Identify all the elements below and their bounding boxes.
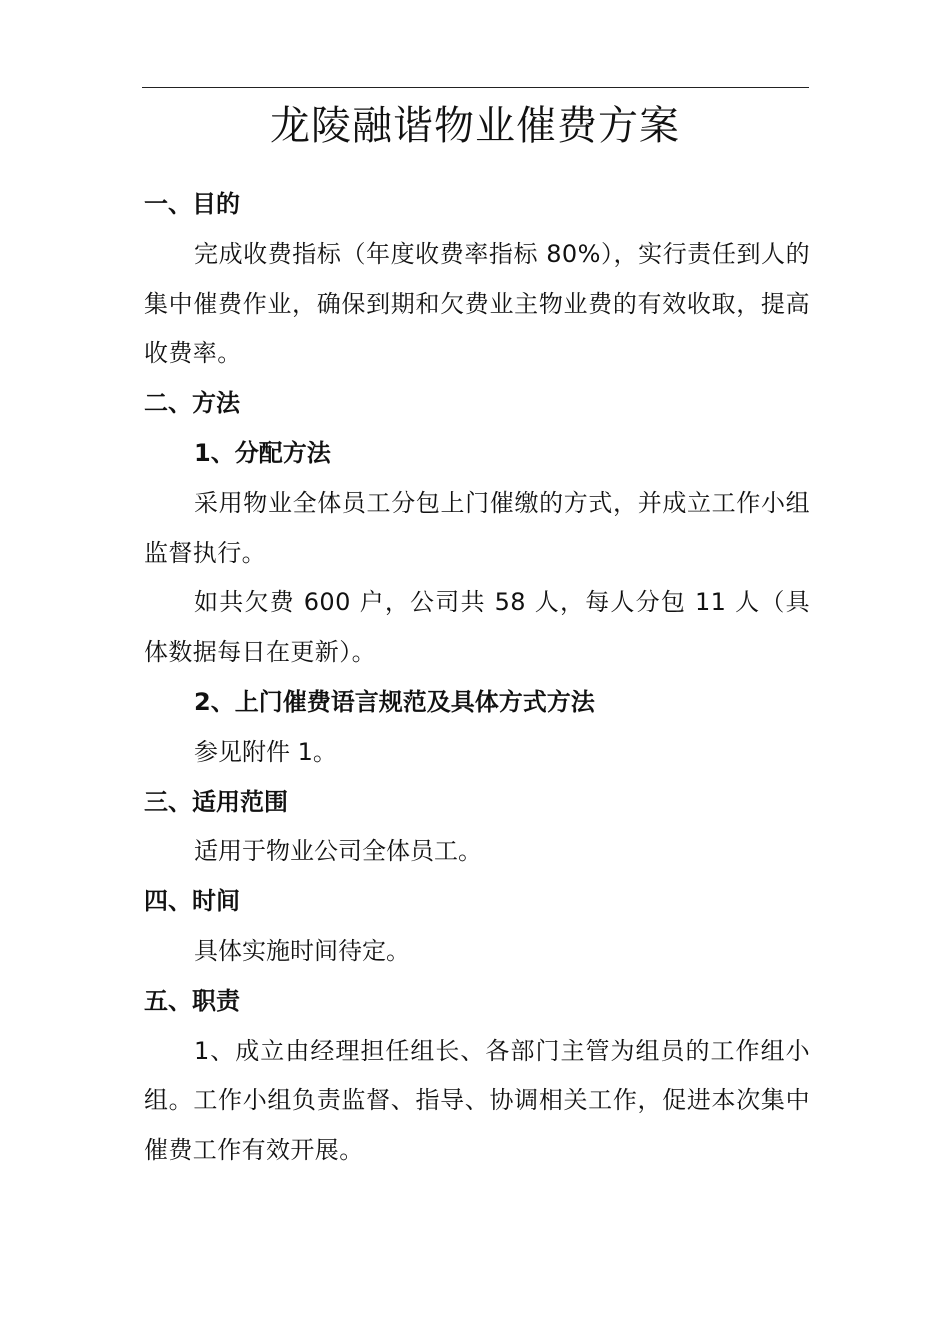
subheading-allocation-method: 1、分配方法: [194, 438, 331, 467]
section-heading-purpose: 一、目的: [144, 190, 240, 218]
allocation-paragraph-1: 采用物业全体员工分包上门催缴的方式，并成立工作小组监督执行。: [144, 488, 810, 567]
duties-paragraph: 1、成立由经理担任组长、各部门主管为组员的工作组小组。工作小组负责监督、指导、协调相关工作，促进本次集中催费工作有效开展。: [144, 1036, 810, 1165]
header-rule: [142, 87, 809, 88]
subheading-visit-language: 2、上门催费语言规范及具体方式方法: [194, 687, 595, 716]
purpose-paragraph: 完成收费指标（年度收费率指标 80%），实行责任到人的集中催费作业，确保到期和欠费业主物业费的有效收取，提高收费率。: [144, 239, 810, 368]
section-heading-time: 四、时间: [144, 887, 240, 916]
document-title: 龙陵融谐物业催费方案: [270, 103, 680, 149]
time-text: 具体实施时间待定。: [194, 936, 410, 965]
section-heading-method: 二、方法: [144, 389, 240, 418]
visit-language-text: 参见附件 1。: [194, 737, 337, 766]
section-heading-duties: 五、职责: [144, 986, 240, 1015]
scope-text: 适用于物业公司全体员工。: [194, 837, 482, 866]
document-body: [144, 180, 810, 1176]
section-heading-scope: 三、适用范围: [144, 787, 288, 816]
allocation-paragraph-2: 如共欠费 600 户，公司共 58 人，每人分包 11 人（具体数据每日在更新）。: [144, 588, 810, 667]
